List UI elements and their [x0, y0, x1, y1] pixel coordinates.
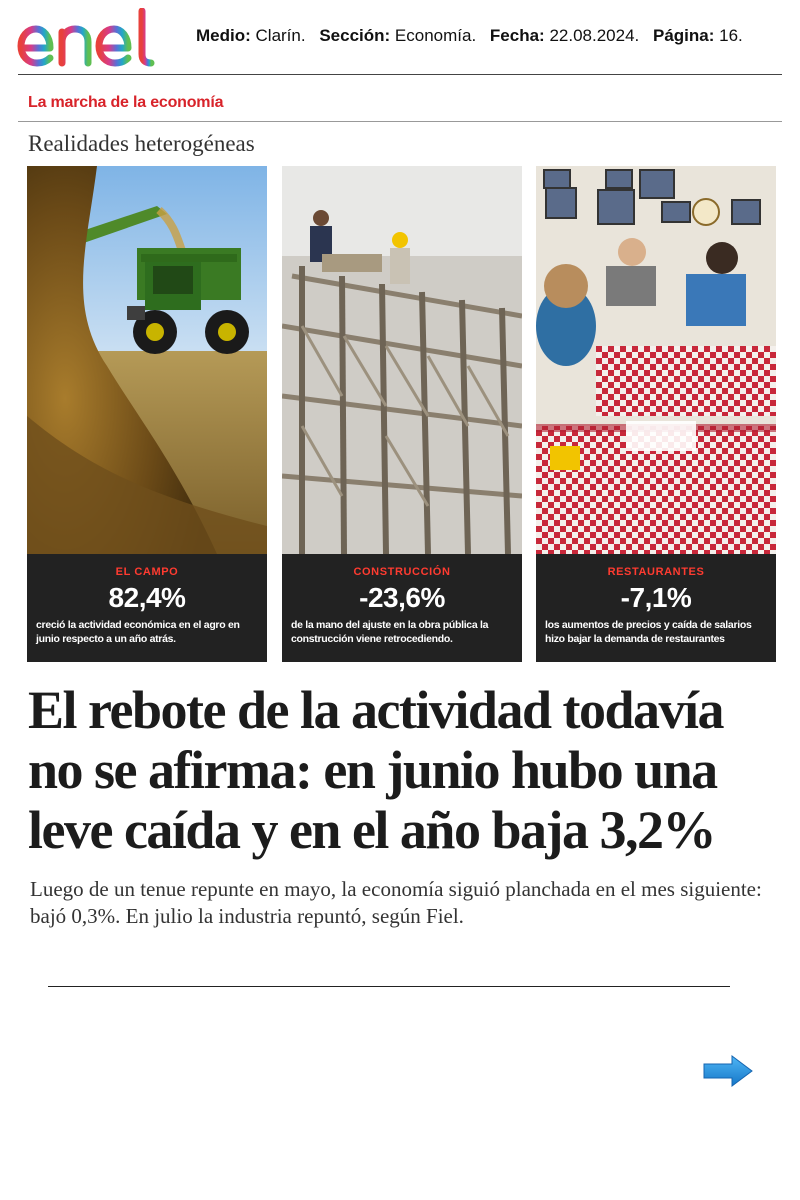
panel-restaurantes [536, 166, 776, 662]
medio-value: Clarín. [255, 26, 306, 45]
seccion-label: Sección: [319, 26, 391, 45]
caption-restaurantes [536, 554, 776, 662]
publication-meta [196, 26, 743, 46]
section-label: La marcha de la economía [28, 94, 224, 111]
panel-category: RESTAURANTES [607, 566, 705, 578]
panel-description: creció la actividad económica en el agro en junio respecto a un año atrás. [36, 619, 240, 645]
headline: El rebote de la actividad todavía no se afirma: en junio hubo una leve caída y en el año baja 3,2% [28, 680, 724, 860]
panel-construccion [282, 166, 522, 662]
caption-construccion [282, 554, 522, 662]
bottom-divider [48, 986, 730, 987]
panel-value: -7,1% [620, 582, 692, 613]
harvester-photo [27, 166, 267, 554]
construction-photo [282, 166, 522, 554]
panel-value: 82,4% [108, 582, 186, 613]
section-divider [18, 121, 782, 122]
subhead: Luego de un tenue repunte en mayo, la economía siguió planchada en el mes siguiente: bajó 0,3%. En julio la industria repuntó, según Fiel. [30, 877, 762, 928]
fecha-label: Fecha: [489, 26, 545, 45]
enel-logo [14, 8, 180, 70]
panel-description: de la mano del ajuste en la obra pública la construcción viene retrocediendo. [291, 619, 489, 645]
header-divider [18, 74, 782, 75]
fecha-value: 22.08.2024. [549, 26, 640, 45]
panel-category: CONSTRUCCIÓN [353, 566, 451, 578]
seccion-value: Economía. [394, 26, 477, 45]
caption-campo [27, 554, 267, 662]
strip-title: Realidades heterogéneas [28, 131, 255, 156]
panel-description: los aumentos de precios y caída de salarios hizo bajar la demanda de restaurantes [545, 619, 752, 645]
panel-value: -23,6% [359, 582, 445, 613]
pagina-value: 16. [719, 26, 743, 45]
medio-label: Medio: [196, 26, 251, 45]
arrow-right-icon[interactable] [702, 1054, 754, 1088]
panel-category: EL CAMPO [115, 566, 179, 578]
restaurant-photo [536, 166, 776, 554]
pagina-label: Página: [653, 26, 715, 45]
panel-campo [27, 166, 267, 662]
